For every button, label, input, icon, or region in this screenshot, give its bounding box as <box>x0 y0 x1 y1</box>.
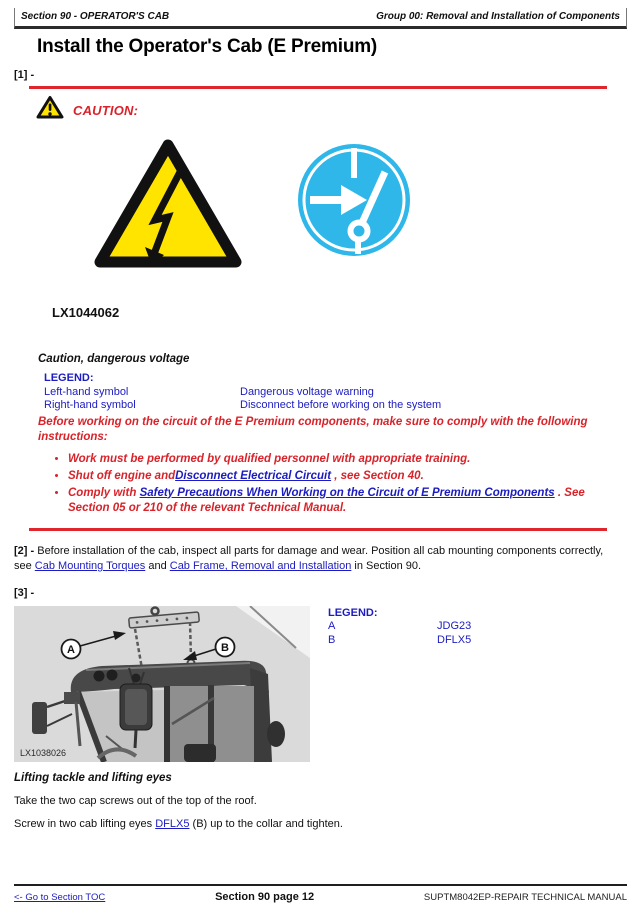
bullet-text: Shut off engine and <box>68 469 176 482</box>
warning-bullet-list <box>0 452 607 516</box>
red-divider-top <box>29 86 607 89</box>
step1-legend <box>44 372 641 413</box>
lifting-text: Screw in two cab lifting eyes <box>14 817 156 830</box>
legend-value: JDG23 <box>437 620 472 632</box>
link-cab-frame-removal[interactable]: Cab Frame, Removal and Installation <box>169 560 352 572</box>
callout-a-label: A <box>67 643 75 656</box>
link-cab-mounting-torques[interactable]: Cab Mounting Torques <box>34 560 146 572</box>
step2-text: in Section 90. <box>351 560 422 572</box>
figure2-id: LX1038026 <box>20 747 67 758</box>
legend-key: Right-hand symbol <box>44 399 136 411</box>
lifting-heading: Lifting tackle and lifting eyes <box>14 771 172 784</box>
legend-value: Disconnect before working on the system <box>240 399 442 411</box>
legend-title: LEGEND: <box>44 372 94 384</box>
manual-id: SUPTM8042EP-REPAIR TECHNICAL MANUAL <box>423 892 627 903</box>
lifting-text: (B) up to the collar and tighten. <box>189 817 343 830</box>
step1-label: [1] - <box>14 69 35 81</box>
figure1-id: LX1044062 <box>52 305 120 320</box>
red-divider-bottom <box>29 528 607 531</box>
legend-row <box>44 386 641 400</box>
legend-row <box>44 399 641 413</box>
callout-b-label: B <box>221 641 229 654</box>
safety-symbols <box>92 134 641 275</box>
bullet-text: Work must be performed by qualified personnel with appropriate training. <box>68 452 471 465</box>
legend-row <box>328 634 471 648</box>
page-header <box>14 8 627 29</box>
step2-text: Before installation of the cab, inspect all parts for damage and wear. Position all cab mounting components correctly, see <box>14 544 604 572</box>
disconnect-circuit-icon <box>296 142 412 263</box>
legend-key: Left-hand symbol <box>44 385 129 398</box>
caution-header <box>36 96 641 124</box>
warning-bullet <box>68 469 607 484</box>
header-group: Group 00: Removal and Installation of Components <box>376 11 620 22</box>
figure1-caption: Caution, dangerous voltage <box>38 353 190 365</box>
bullet-text: Comply with <box>68 486 140 499</box>
legend-key: B <box>328 633 336 646</box>
page-title: Install the Operator's Cab (E Premium) <box>37 36 378 57</box>
bullet-text: . See Section 05 or 210 of the relevant Technical Manual. <box>68 486 585 514</box>
bullet-text: , see Section 40. <box>331 469 424 482</box>
step2-text: and <box>145 560 170 572</box>
cab-lifting-photo <box>14 606 310 767</box>
go-to-section-toc-link[interactable]: <- Go to Section TOC <box>14 892 106 903</box>
warning-bullet <box>68 486 607 516</box>
link-dflx5[interactable]: DFLX5 <box>155 817 190 830</box>
legend-value: Dangerous voltage warning <box>240 385 374 398</box>
header-section: Section 90 - OPERATOR'S CAB <box>21 11 170 22</box>
lifting-paragraph-1: Take the two cap screws out of the top of the roof. <box>14 794 257 807</box>
warning-intro: Before working on the circuit of the E Premium components, make sure to comply with the following instructions: <box>38 415 588 443</box>
legend-value: DFLX5 <box>437 633 472 646</box>
legend-row <box>328 620 471 634</box>
warning-bullet <box>68 452 607 467</box>
caution-label: CAUTION: <box>73 102 139 118</box>
step2-label: [2] - <box>14 544 35 557</box>
legend-title: LEGEND: <box>328 606 378 619</box>
link-disconnect-electrical-circuit[interactable]: Disconnect Electrical Circuit <box>175 469 332 482</box>
lifting-paragraph-2 <box>14 818 641 830</box>
step3-figure-block <box>0 604 641 764</box>
link-safety-precautions[interactable]: Safety Precautions When Working on the Circuit of E Premium Components <box>139 486 555 499</box>
page-footer <box>14 884 627 903</box>
step2-paragraph <box>14 544 621 575</box>
dangerous-voltage-icon <box>92 134 244 275</box>
step3-label: [3] - <box>14 586 35 599</box>
warning-triangle-icon <box>36 95 64 125</box>
legend-key: A <box>328 620 336 632</box>
page-number: Section 90 page 12 <box>215 891 315 903</box>
step3-legend <box>328 607 471 648</box>
